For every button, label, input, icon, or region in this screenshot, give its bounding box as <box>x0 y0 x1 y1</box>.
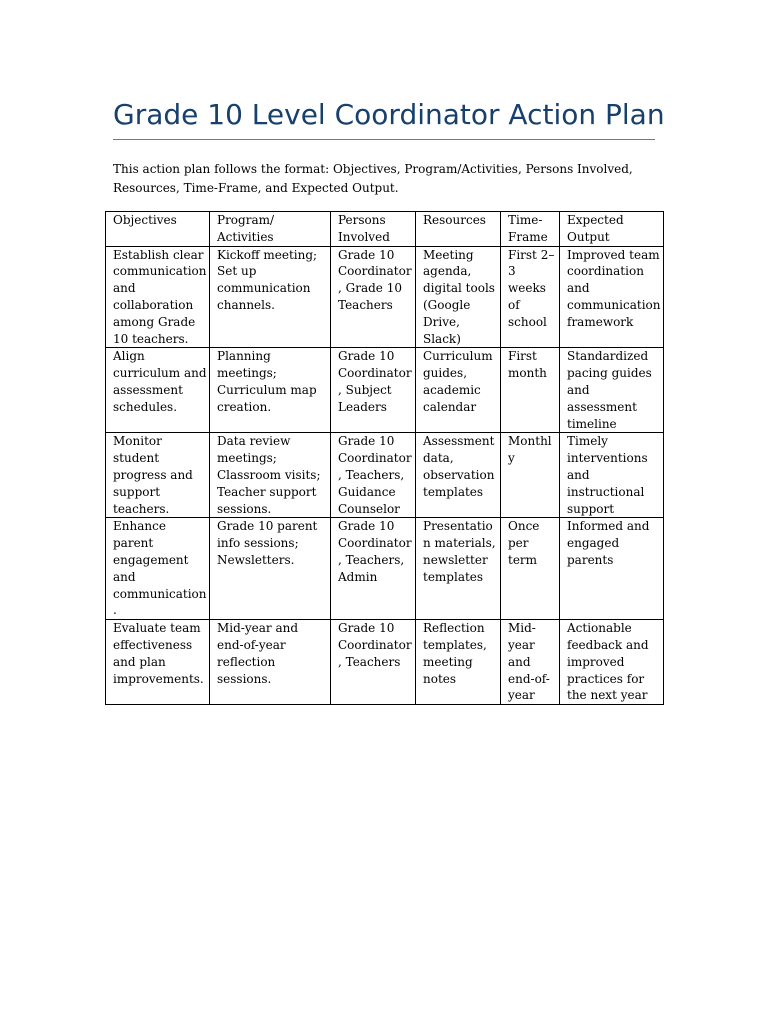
table-row <box>106 246 664 348</box>
title-underline-rule <box>113 139 655 140</box>
header-persons-involved: Persons Involved <box>331 212 416 247</box>
cell-objective: Evaluate team effectiveness and plan improvements. <box>106 620 210 705</box>
header-time-frame: Time-Frame <box>501 212 560 247</box>
header-resources: Resources <box>416 212 501 247</box>
cell-expected-output: Standardized pacing guides and assessment timeline <box>560 348 664 433</box>
cell-resources: Curriculum guides, academic calendar <box>416 348 501 433</box>
table-row <box>106 348 664 433</box>
cell-activities: Mid-year and end-of-year reflection sessions. <box>210 620 331 705</box>
cell-persons: Grade 10 Coordinator, Grade 10 Teachers <box>331 246 416 348</box>
cell-persons: Grade 10 Coordinator, Teachers, Guidance Counselor <box>331 433 416 518</box>
cell-expected-output: Actionable feedback and improved practices for the next year <box>560 620 664 705</box>
cell-expected-output: Informed and engaged parents <box>560 518 664 620</box>
cell-resources: Reflection templates, meeting notes <box>416 620 501 705</box>
action-plan-table <box>105 211 664 705</box>
cell-activities: Planning meetings; Curriculum map creation. <box>210 348 331 433</box>
cell-activities: Data review meetings; Classroom visits; Teacher support sessions. <box>210 433 331 518</box>
cell-persons: Grade 10 Coordinator, Teachers <box>331 620 416 705</box>
cell-expected-output: Improved team coordination and communication framework <box>560 246 664 348</box>
cell-objective: Monitor student progress and support teachers. <box>106 433 210 518</box>
cell-time-frame: First 2–3 weeks of school <box>501 246 560 348</box>
cell-time-frame: Monthly <box>501 433 560 518</box>
intro-paragraph: This action plan follows the format: Objectives, Program/Activities, Persons Involved, Resources, Time-Frame, and Expected Output. <box>113 162 633 195</box>
cell-expected-output: Timely interventions and instructional support <box>560 433 664 518</box>
cell-time-frame: Once per term <box>501 518 560 620</box>
cell-resources: Presentation materials, newsletter templates <box>416 518 501 620</box>
header-expected-output: Expected Output <box>560 212 664 247</box>
table-row <box>106 433 664 518</box>
header-program-activities: Program/ Activities <box>210 212 331 247</box>
cell-persons: Grade 10 Coordinator, Subject Leaders <box>331 348 416 433</box>
cell-persons: Grade 10 Coordinator, Teachers, Admin <box>331 518 416 620</box>
document-title: Grade 10 Level Coordinator Action Plan <box>113 98 665 131</box>
cell-activities: Grade 10 parent info sessions; Newsletters. <box>210 518 331 620</box>
cell-time-frame: Mid-year and end-of-year <box>501 620 560 705</box>
cell-objective: Establish clear communication and collaboration among Grade 10 teachers. <box>106 246 210 348</box>
table-header-row <box>106 212 664 247</box>
cell-time-frame: First month <box>501 348 560 433</box>
cell-activities: Kickoff meeting; Set up communication channels. <box>210 246 331 348</box>
cell-resources: Meeting agenda, digital tools (Google Drive, Slack) <box>416 246 501 348</box>
header-objectives: Objectives <box>106 212 210 247</box>
cell-objective: Align curriculum and assessment schedules. <box>106 348 210 433</box>
cell-resources: Assessment data, observation templates <box>416 433 501 518</box>
table-row <box>106 620 664 705</box>
table-row <box>106 518 664 620</box>
cell-objective: Enhance parent engagement and communication. <box>106 518 210 620</box>
